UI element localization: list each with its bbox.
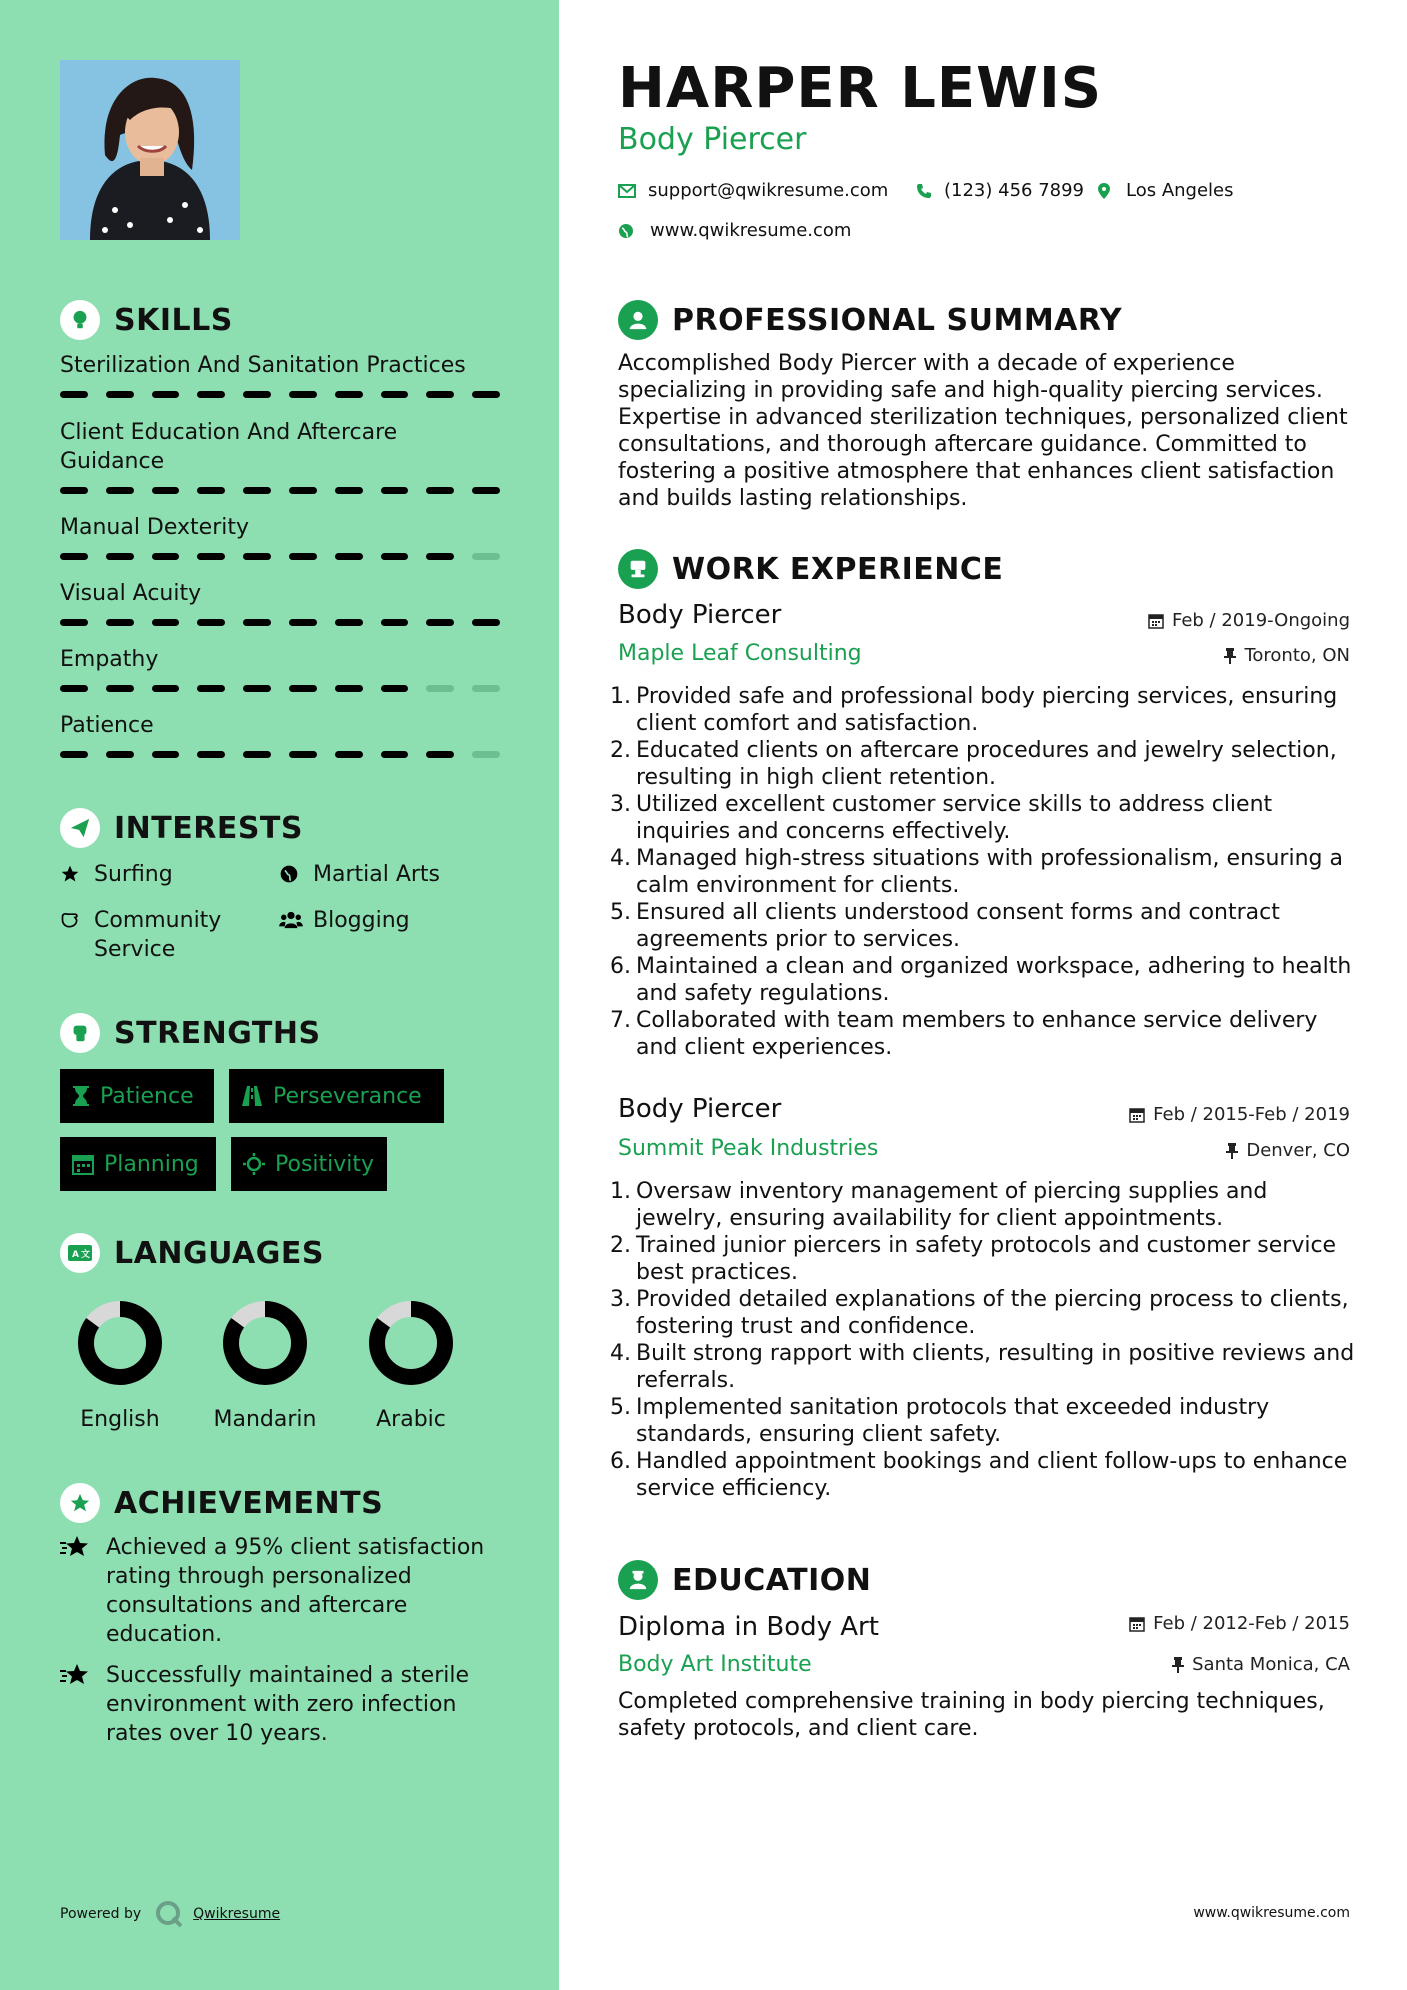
skill-dash (197, 751, 225, 758)
skill-dash (60, 391, 88, 398)
skill-dash (426, 685, 454, 692)
interest-item (60, 906, 270, 964)
svg-text:文: 文 (81, 1250, 91, 1260)
star-burst-icon (60, 1533, 106, 1649)
location-text: Los Angeles (1126, 180, 1234, 201)
languages-heading (60, 1233, 324, 1273)
skill-dash (106, 553, 134, 560)
qwikresume-link[interactable]: Qwikresume (193, 1906, 281, 1922)
skill-dash (197, 391, 225, 398)
skill-dash (106, 619, 134, 626)
svg-text:A: A (72, 1250, 79, 1260)
calendar-icon (1129, 1107, 1145, 1123)
skill-name: Empathy (60, 647, 159, 672)
list-item: 6. Handled appointment bookings and client follow-ups to enhance service efficiency. (610, 1449, 1348, 1501)
skill-dash (197, 685, 225, 692)
skill-name: Manual Dexterity (60, 515, 250, 540)
education-degree: Diploma in Body Art (618, 1612, 879, 1642)
lightbulb-icon (60, 300, 100, 340)
job-location-text: Denver, CO (1246, 1140, 1350, 1161)
list-item: 4. Built strong rapport with clients, resulting in positive reviews and referrals. (610, 1341, 1355, 1393)
skill-dash (289, 391, 317, 398)
job-responsibilities (610, 683, 1358, 1061)
skill-level-bar (60, 553, 500, 560)
achievement-text: Achieved a 95% client satisfaction rating through personalized consultations and aftercare education. (106, 1535, 485, 1647)
languages-title: LANGUAGES (114, 1235, 324, 1271)
phone-text: (123) 456 7899 (944, 180, 1085, 201)
skill-level-bar (60, 685, 500, 692)
skill-level-bar (60, 391, 500, 398)
strengths-title: STRENGTHS (114, 1015, 321, 1051)
strength-tag (60, 1069, 214, 1123)
pushpin-icon (1224, 648, 1236, 664)
list-item: 1. Provided safe and professional body piercing services, ensuring client comfort and satisfaction. (610, 684, 1338, 736)
skill-dash (335, 553, 363, 560)
skill-dash (426, 553, 454, 560)
list-item: 4. Managed high-stress situations with professionalism, ensuring a calm environment for clients. (610, 846, 1343, 898)
skill-dash (381, 751, 409, 758)
list-item: 1. Oversaw inventory management of piercing supplies and jewelry, ensuring availability for client appointments. (610, 1179, 1268, 1231)
phone-contact (916, 180, 1084, 201)
achievement-item (60, 1661, 500, 1748)
achievements-heading (60, 1483, 383, 1523)
skill-item (60, 711, 500, 758)
skill-dash (335, 751, 363, 758)
skill-dash (243, 553, 271, 560)
award-star-icon (60, 1483, 100, 1523)
skill-dash (60, 751, 88, 758)
experience-heading (618, 549, 1003, 589)
skill-dash (426, 391, 454, 398)
education-dates-text: Feb / 2012-Feb / 2015 (1153, 1613, 1350, 1634)
job-dates-text: Feb / 2015-Feb / 2019 (1153, 1104, 1350, 1125)
skill-dash (381, 553, 409, 560)
skill-dash (197, 487, 225, 494)
candidate-name: HARPER LEWIS (618, 56, 1103, 121)
strength-label: Perseverance (273, 1083, 422, 1109)
skill-dash (106, 487, 134, 494)
interest-item (279, 860, 499, 889)
strength-label: Positivity (275, 1151, 375, 1177)
skill-dash (472, 751, 500, 758)
skill-dash (152, 619, 180, 626)
language-name: English (80, 1407, 160, 1432)
skill-dash (243, 487, 271, 494)
skill-dash (106, 391, 134, 398)
skill-name: Sterilization And Sanitation Practices (60, 353, 466, 378)
powered-by (60, 1900, 280, 1928)
users-icon (279, 906, 313, 935)
job-title: Body Piercer (618, 600, 782, 630)
achievement-item (60, 1533, 500, 1649)
education-dates (1129, 1613, 1350, 1634)
skill-item (60, 351, 500, 398)
summary-heading (618, 300, 1122, 340)
skill-dash (472, 685, 500, 692)
skill-dash (289, 619, 317, 626)
skill-name: Patience (60, 713, 154, 738)
education-school: Body Art Institute (618, 1652, 812, 1677)
language-item (200, 1295, 330, 1432)
skill-dash (335, 487, 363, 494)
pushpin-icon (1226, 1143, 1238, 1159)
interest-label: Martial Arts (313, 862, 441, 887)
sun-icon (243, 1153, 265, 1175)
phone-icon (916, 183, 932, 199)
experience-title: WORK EXPERIENCE (672, 551, 1004, 587)
job-title: Body Piercer (618, 1094, 782, 1124)
language-name: Mandarin (213, 1407, 317, 1432)
skill-dash (335, 391, 363, 398)
list-item: 6. Maintained a clean and organized workspace, adhering to health and safety regulations. (610, 954, 1352, 1006)
job-dates (1129, 1104, 1350, 1125)
profile-photo (60, 60, 240, 240)
website-text[interactable]: www.qwikresume.com (650, 220, 852, 241)
list-item: 5. Implemented sanitation protocols that exceeded industry standards, ensuring client safety. (610, 1395, 1270, 1447)
graduation-icon (618, 1560, 658, 1600)
education-heading (618, 1560, 871, 1600)
skill-dash (472, 553, 500, 560)
job-company: Summit Peak Industries (618, 1136, 879, 1161)
skills-title: SKILLS (114, 302, 233, 338)
paper-plane-icon (60, 808, 100, 848)
education-text: Completed comprehensive training in body piercing techniques, safety protocols, and client care. (618, 1689, 1325, 1741)
list-item: 5. Ensured all clients understood consent forms and contract agreements prior to services. (610, 900, 1280, 952)
job-dates (1148, 610, 1350, 631)
skill-dash (243, 751, 271, 758)
user-icon (618, 300, 658, 340)
achievements-title: ACHIEVEMENTS (114, 1485, 384, 1521)
job-company: Maple Leaf Consulting (618, 641, 862, 666)
language-donut (72, 1295, 168, 1391)
skill-dash (60, 553, 88, 560)
skill-dash (106, 751, 134, 758)
star-icon (60, 860, 94, 889)
language-icon (60, 1233, 100, 1273)
skill-dash (472, 487, 500, 494)
interests-title: INTERESTS (114, 810, 303, 846)
globe-icon (618, 223, 634, 239)
skill-dash (381, 391, 409, 398)
email-contact (618, 180, 888, 201)
skill-dash (152, 751, 180, 758)
skill-dash (60, 685, 88, 692)
skills-heading (60, 300, 233, 340)
road-icon (241, 1086, 263, 1106)
job-dates-text: Feb / 2019-Ongoing (1171, 610, 1350, 631)
skill-dash (426, 619, 454, 626)
skill-dash (243, 685, 271, 692)
hourglass-icon (72, 1085, 90, 1107)
skill-dash (472, 619, 500, 626)
list-item: 2. Trained junior piercers in safety protocols and customer service best practices. (610, 1233, 1337, 1285)
skill-dash (289, 487, 317, 494)
envelope-icon (618, 184, 636, 198)
globe-icon (279, 860, 313, 889)
list-item: 3. Utilized excellent customer service skills to address client inquiries and concerns effectively. (610, 792, 1273, 844)
strength-tag (229, 1069, 444, 1123)
skill-dash (289, 685, 317, 692)
summary-title: PROFESSIONAL SUMMARY (672, 302, 1123, 338)
strength-label: Patience (100, 1083, 194, 1109)
list-item: 3. Provided detailed explanations of the piercing process to clients, fostering trust and confidence. (610, 1287, 1349, 1339)
strength-label: Planning (104, 1151, 199, 1177)
skill-dash (289, 751, 317, 758)
calendar-icon (72, 1153, 94, 1175)
strength-tag (60, 1137, 216, 1191)
language-item (346, 1295, 476, 1432)
skill-dash (335, 619, 363, 626)
calendar-icon (1148, 613, 1164, 629)
interest-item (60, 860, 270, 889)
qwikresume-logo-icon (155, 1900, 183, 1928)
skill-item (60, 579, 500, 626)
skill-dash (60, 487, 88, 494)
star-burst-icon (60, 1661, 106, 1748)
skill-dash (106, 685, 134, 692)
skill-name: Visual Acuity (60, 581, 202, 606)
skill-dash (60, 619, 88, 626)
summary-text: Accomplished Body Piercer with a decade of experience specializing in providing safe and high-quality piercing services. Expertise in advanced sterilization techniques, personalized client consultations, and thorough aftercare guidance. Committed to fostering a positive atmosphere that enhances client satisfaction and builds lasting relationships. (618, 351, 1348, 511)
website-contact (618, 220, 851, 241)
skill-item (60, 645, 500, 692)
achievement-text: Successfully maintained a sterile environment with zero infection rates over 10 years. (106, 1663, 470, 1746)
interest-label: Community Service (94, 908, 222, 962)
skill-dash (243, 619, 271, 626)
skill-dash (197, 619, 225, 626)
candidate-title: Body Piercer (618, 122, 807, 157)
calendar-icon (1129, 1616, 1145, 1632)
language-item (55, 1295, 185, 1432)
education-location-text: Santa Monica, CA (1192, 1654, 1350, 1675)
skill-dash (152, 553, 180, 560)
job-location-text: Toronto, ON (1244, 645, 1350, 666)
sidebar (0, 0, 559, 1990)
skill-dash (197, 553, 225, 560)
email-text[interactable]: support@qwikresume.com (648, 180, 889, 201)
skill-level-bar (60, 619, 500, 626)
language-donut (217, 1295, 313, 1391)
list-item: 2. Educated clients on aftercare procedures and jewelry selection, resulting in high client retention. (610, 738, 1337, 790)
skill-dash (289, 553, 317, 560)
footer-website[interactable]: www.qwikresume.com (1193, 1905, 1350, 1921)
skill-dash (426, 487, 454, 494)
hand-icon (60, 906, 94, 964)
skill-dash (381, 619, 409, 626)
education-title: EDUCATION (672, 1562, 872, 1598)
briefcase-icon (618, 549, 658, 589)
location-contact (1098, 180, 1234, 201)
strength-tag (231, 1137, 387, 1191)
interest-label: Surfing (94, 862, 173, 887)
powered-by-label: Powered by (60, 1906, 142, 1922)
map-pin-icon (1098, 183, 1110, 199)
pushpin-icon (1172, 1657, 1184, 1673)
interest-label: Blogging (313, 908, 410, 933)
skill-dash (426, 751, 454, 758)
education-location (1172, 1654, 1350, 1675)
skill-dash (472, 391, 500, 398)
skill-dash (152, 487, 180, 494)
list-item: 7. Collaborated with team members to enhance service delivery and client experiences. (610, 1008, 1318, 1060)
strengths-heading (60, 1013, 321, 1053)
skill-dash (381, 685, 409, 692)
job-location (1226, 1140, 1350, 1161)
skill-dash (152, 391, 180, 398)
skill-level-bar (60, 751, 500, 758)
job-location (1224, 645, 1350, 666)
fist-icon (60, 1013, 100, 1053)
skill-dash (335, 685, 363, 692)
job-responsibilities (610, 1178, 1358, 1502)
skill-name: Client Education And Aftercare Guidance (60, 420, 398, 474)
interests-heading (60, 808, 303, 848)
skill-level-bar (60, 487, 500, 494)
language-donut (363, 1295, 459, 1391)
interest-item (279, 906, 499, 935)
skill-dash (152, 685, 180, 692)
skill-dash (381, 487, 409, 494)
skill-item (60, 418, 500, 494)
language-name: Arabic (376, 1407, 446, 1432)
skill-item (60, 513, 500, 560)
skill-dash (243, 391, 271, 398)
